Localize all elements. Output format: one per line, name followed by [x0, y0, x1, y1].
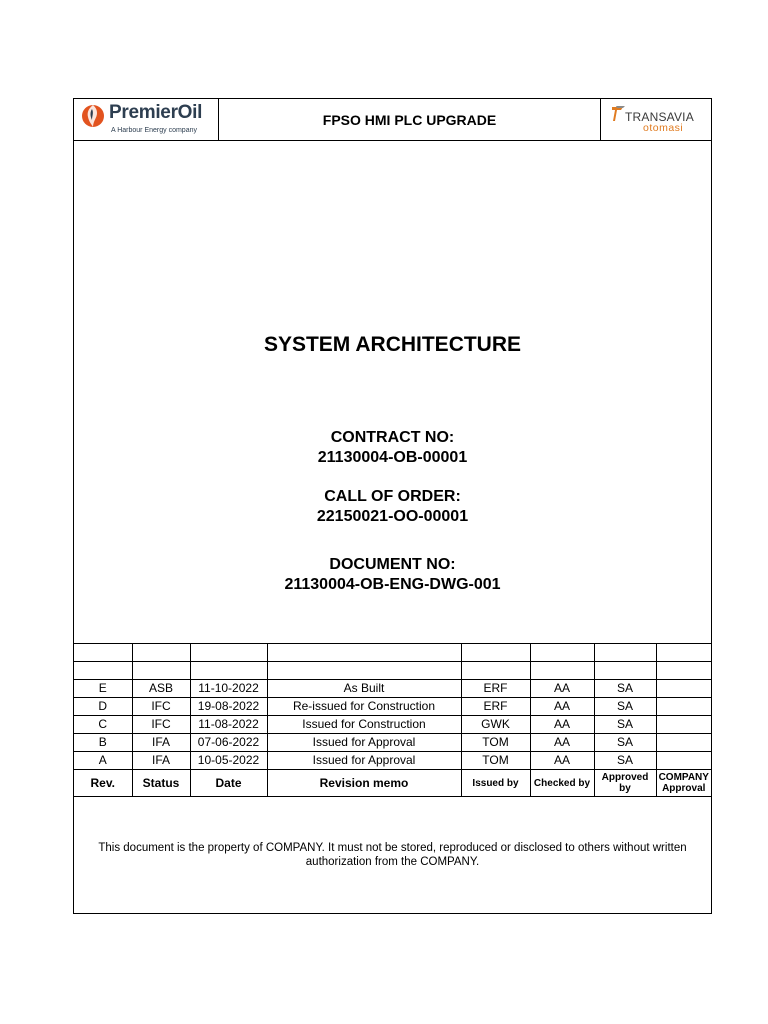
- header-rev: Rev.: [74, 770, 132, 797]
- contract-label: CONTRACT NO:: [330, 429, 455, 446]
- checked-by-cell: AA: [530, 716, 594, 734]
- company-approval-cell: [656, 680, 711, 698]
- table-row: [74, 734, 711, 752]
- memo-cell: Issued for Approval: [267, 752, 461, 770]
- header-company-approval: COMPANY Approval: [656, 770, 711, 797]
- table-row: [74, 716, 711, 734]
- status-cell: IFA: [132, 752, 190, 770]
- memo-cell: As Built: [267, 680, 461, 698]
- company-approval-cell: [656, 752, 711, 770]
- property-notice-line-1: This document is the property of COMPANY. It must not be stored, reproduced or disclosed to others without written: [98, 842, 687, 854]
- checked-by-cell: AA: [530, 752, 594, 770]
- memo-cell: Issued for Construction: [267, 716, 461, 734]
- status-cell: IFC: [132, 716, 190, 734]
- approved-by-cell: SA: [594, 716, 656, 734]
- issued-by-cell: GWK: [461, 716, 530, 734]
- memo-cell: Re-issued for Construction: [267, 698, 461, 716]
- status-cell: ASB: [132, 680, 190, 698]
- call-of-order-block: [74, 487, 711, 527]
- transavia-logo: [600, 99, 712, 140]
- revision-table: [74, 643, 711, 797]
- table-row: [74, 680, 711, 698]
- rev-cell: A: [74, 752, 132, 770]
- approved-by-cell: SA: [594, 734, 656, 752]
- date-cell: 11-10-2022: [190, 680, 267, 698]
- call-of-order-label: CALL OF ORDER:: [324, 488, 461, 505]
- date-cell: 07-06-2022: [190, 734, 267, 752]
- checked-by-cell: AA: [530, 734, 594, 752]
- premier-oil-drop-icon: [81, 103, 105, 129]
- header-checked-by: Checked by: [530, 770, 594, 797]
- table-row-blank: [74, 644, 711, 662]
- transavia-sub: otomasi: [643, 122, 684, 134]
- document-frame: [73, 98, 712, 914]
- date-cell: 10-05-2022: [190, 752, 267, 770]
- issued-by-cell: TOM: [461, 734, 530, 752]
- issued-by-cell: ERF: [461, 680, 530, 698]
- rev-cell: E: [74, 680, 132, 698]
- property-notice-line-2: authorization from the COMPANY.: [305, 856, 480, 868]
- rev-cell: B: [74, 734, 132, 752]
- date-cell: 11-08-2022: [190, 716, 267, 734]
- header-approved-by: Approved by: [594, 770, 656, 797]
- date-cell: 19-08-2022: [190, 698, 267, 716]
- document-title: SYSTEM ARCHITECTURE: [263, 333, 522, 356]
- memo-cell: Issued for Approval: [267, 734, 461, 752]
- header-issued-by: Issued by: [461, 770, 530, 797]
- document-number-block: [74, 555, 711, 595]
- property-notice: [74, 841, 711, 869]
- approved-by-cell: SA: [594, 698, 656, 716]
- table-row: [74, 698, 711, 716]
- project-title: FPSO HMI PLC UPGRADE: [322, 111, 497, 128]
- issued-by-cell: ERF: [461, 698, 530, 716]
- approved-by-cell: SA: [594, 752, 656, 770]
- header-revision-memo: Revision memo: [267, 770, 461, 797]
- premier-oil-name: PremierOil: [109, 102, 203, 123]
- company-approval-cell: [656, 734, 711, 752]
- contract-block: [74, 428, 711, 468]
- premier-oil-tagline: A Harbour Energy company: [111, 127, 197, 134]
- table-row-blank: [74, 662, 711, 680]
- document-number: 21130004-OB-ENG-DWG-001: [284, 576, 501, 593]
- header-date: Date: [190, 770, 267, 797]
- table-row: [74, 752, 711, 770]
- contract-number: 21130004-OB-00001: [317, 449, 468, 466]
- checked-by-cell: AA: [530, 698, 594, 716]
- company-approval-cell: [656, 698, 711, 716]
- issued-by-cell: TOM: [461, 752, 530, 770]
- transavia-name: TRANSAVIA: [625, 110, 694, 124]
- rev-cell: C: [74, 716, 132, 734]
- premier-oil-logo: [74, 99, 219, 140]
- approved-by-cell: SA: [594, 680, 656, 698]
- status-cell: IFC: [132, 698, 190, 716]
- company-approval-cell: [656, 716, 711, 734]
- checked-by-cell: AA: [530, 680, 594, 698]
- rev-cell: D: [74, 698, 132, 716]
- status-cell: IFA: [132, 734, 190, 752]
- document-number-label: DOCUMENT NO:: [329, 556, 456, 573]
- table-header-row: [74, 770, 711, 797]
- call-of-order-number: 22150021-OO-00001: [316, 508, 469, 525]
- header-status: Status: [132, 770, 190, 797]
- header: [74, 99, 711, 141]
